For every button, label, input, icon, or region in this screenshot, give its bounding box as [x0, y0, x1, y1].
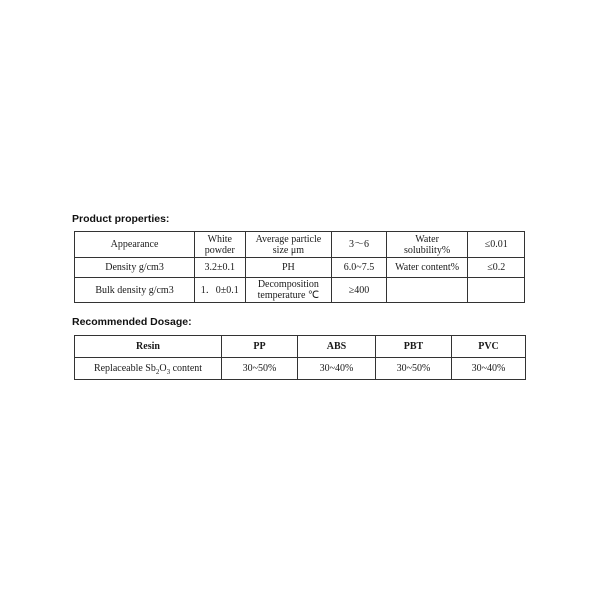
recommended-dosage-table — [74, 335, 526, 380]
table-row — [75, 278, 525, 303]
property-value-ph: 6.0~7.5 — [332, 258, 386, 278]
property-label-particle-size: Average particle size μm — [245, 232, 332, 258]
column-header-abs: ABS — [298, 336, 376, 358]
property-label-water-content: Water content% — [386, 258, 468, 278]
product-properties-heading: Product properties: — [72, 213, 170, 225]
property-label-bulk-density: Bulk density g/cm3 — [75, 278, 195, 303]
property-label-decomposition-temp: Decomposition temperature ℃ — [245, 278, 332, 303]
property-value-water-solubility: ≤0.01 — [468, 232, 525, 258]
property-label-appearance: Appearance — [75, 232, 195, 258]
property-value-appearance: White powder — [195, 232, 245, 258]
row-label-sb2o3-content: Replaceable $Sb_2O_3$ content — [75, 358, 222, 380]
property-label-density: Density g/cm3 — [75, 258, 195, 278]
property-label-ph: PH — [245, 258, 332, 278]
table-header-row — [75, 336, 526, 358]
property-value-bulk-density: 1．0±0.1 — [195, 278, 245, 303]
property-value-density: 3.2±0.1 — [195, 258, 245, 278]
dosage-value-pbt: 30~50% — [376, 358, 452, 380]
recommended-dosage-heading: Recommended Dosage: — [72, 316, 192, 328]
empty-cell — [468, 278, 525, 303]
dosage-value-pvc: 30~40% — [452, 358, 526, 380]
product-properties-table — [74, 231, 525, 303]
dosage-value-pp: 30~50% — [222, 358, 298, 380]
empty-cell — [386, 278, 468, 303]
property-label-water-solubility: Water solubility% — [386, 232, 468, 258]
table-row — [75, 232, 525, 258]
property-value-water-content: ≤0.2 — [468, 258, 525, 278]
property-value-particle-size: 3～6 — [332, 232, 386, 258]
table-row — [75, 258, 525, 278]
column-header-pvc: PVC — [452, 336, 526, 358]
property-value-decomposition-temp: ≥400 — [332, 278, 386, 303]
column-header-resin: Resin — [75, 336, 222, 358]
column-header-pbt: PBT — [376, 336, 452, 358]
dosage-value-abs: 30~40% — [298, 358, 376, 380]
column-header-pp: PP — [222, 336, 298, 358]
table-row — [75, 358, 526, 380]
